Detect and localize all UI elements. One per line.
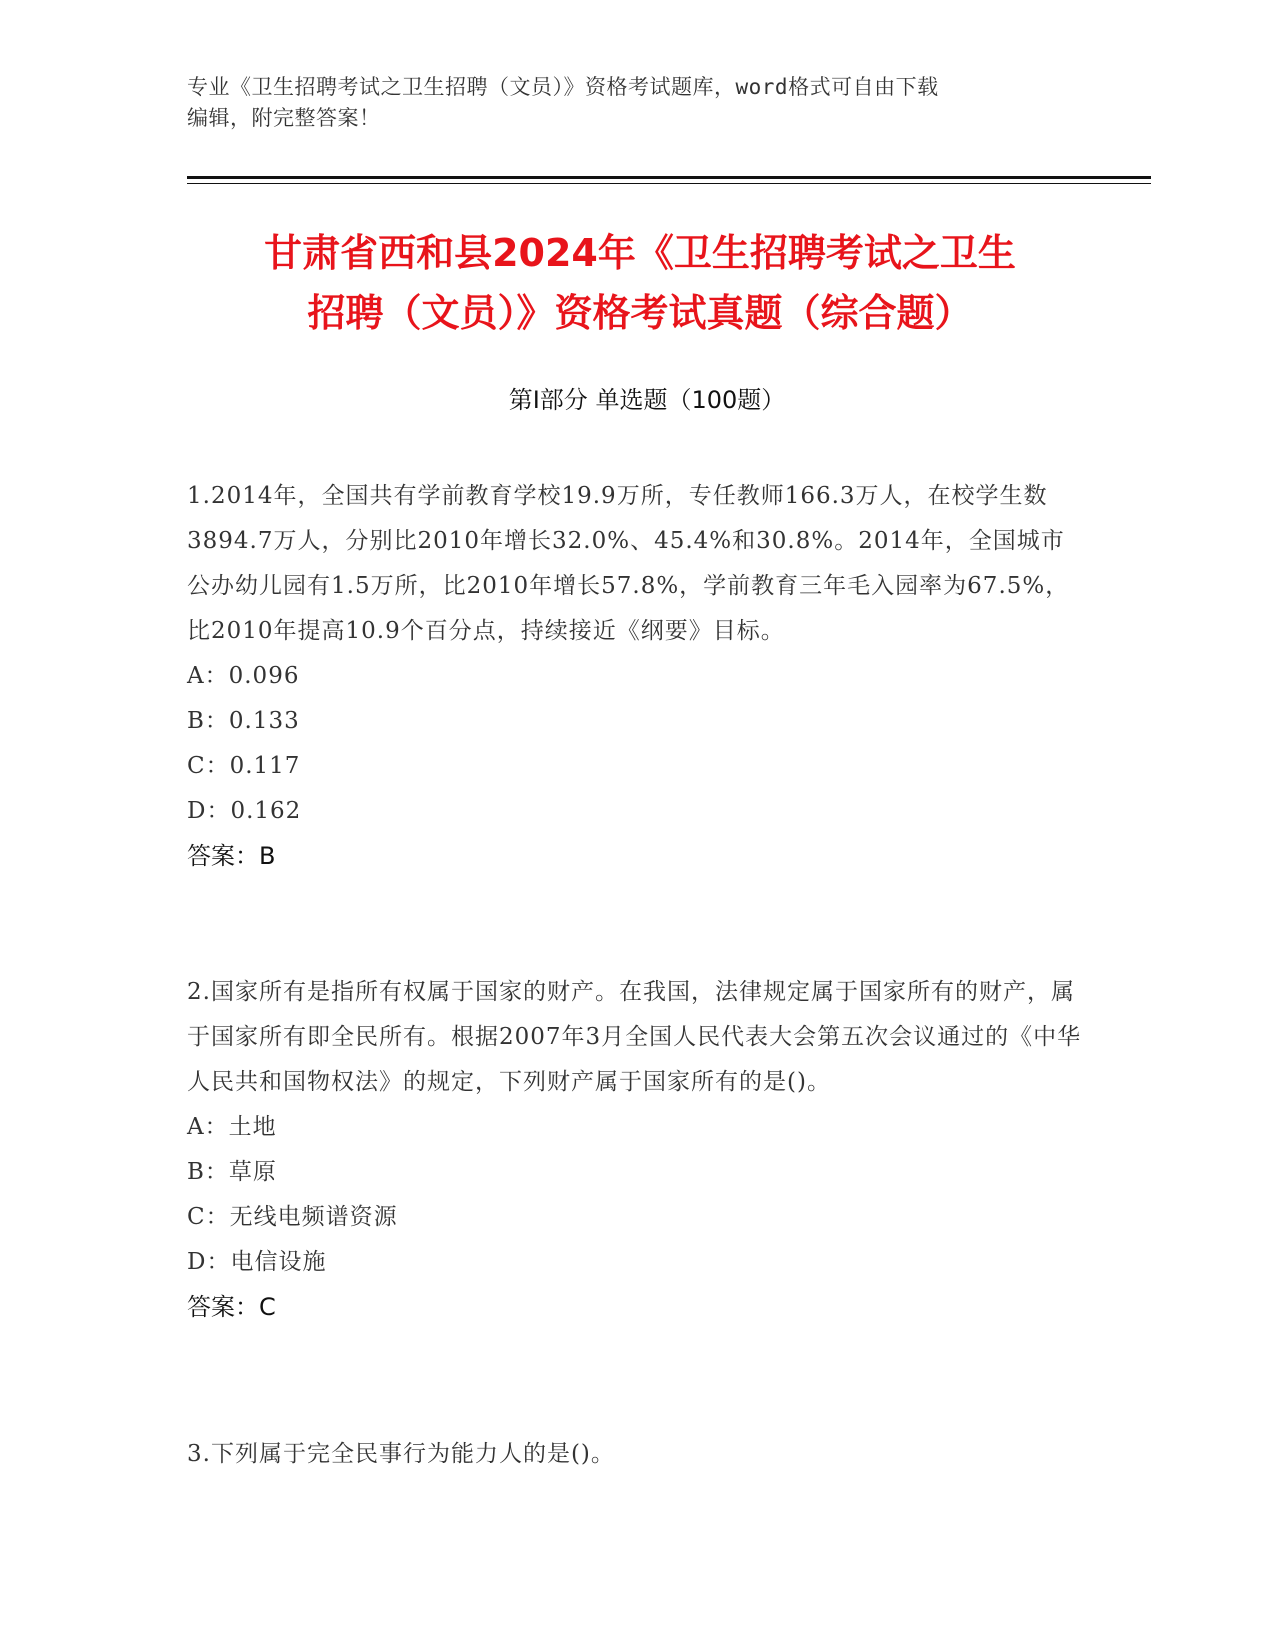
question-stem: 2.国家所有是指所有权属于国家的财产。在我国，法律规定属于国家所有的财产，属于国家所有即全民所有。根据2007年3月全国人民代表大会第五次会议通过的《中华人民共和国物权法》的规定，下列财产属于国家所有的是()。 bbox=[187, 979, 1082, 1095]
option-d: D：0.162 bbox=[187, 798, 302, 824]
document-title-line1: 甘肃省西和县2024年《卫生招聘考试之卫生 bbox=[264, 231, 1016, 275]
header-divider-thick bbox=[187, 176, 1151, 179]
option-a: A：0.096 bbox=[187, 663, 300, 689]
document-title bbox=[170, 223, 1110, 343]
question-3 bbox=[187, 1432, 1087, 1477]
answer-label: 答案：C bbox=[187, 1293, 276, 1321]
question-1 bbox=[187, 474, 1087, 879]
question-2 bbox=[187, 970, 1087, 1330]
header-note-line1: 专业《卫生招聘考试之卫生招聘（文员）》资格考试题库，word格式可自由下载 bbox=[187, 75, 939, 99]
answer-label: 答案：B bbox=[187, 842, 276, 870]
question-stem: 3.下列属于完全民事行为能力人的是()。 bbox=[187, 1441, 615, 1467]
option-b: B：草原 bbox=[187, 1159, 277, 1185]
document-title-line2: 招聘（文员）》资格考试真题（综合题） bbox=[307, 291, 973, 335]
option-c: C：无线电频谱资源 bbox=[187, 1204, 398, 1230]
option-c: C：0.117 bbox=[187, 753, 301, 779]
question-stem: 1.2014年，全国共有学前教育学校19.9万所，专任教师166.3万人，在校学生数3894.7万人，分别比2010年增长32.0%、45.4%和30.8%。2014年，全国城市公办幼儿园有1.5万所，比2010年增长57.8%，学前教育三年毛入园率为67.5%，比2010年提高10.9个百分点，持续接近《纲要》目标。 bbox=[187, 483, 1070, 644]
header-note-line2: 编辑，附完整答案！ bbox=[187, 106, 381, 130]
section-title: 第Ⅰ部分 单选题（100题） bbox=[508, 386, 786, 414]
option-d: D：电信设施 bbox=[187, 1249, 327, 1275]
header-note bbox=[187, 72, 1067, 134]
option-b: B：0.133 bbox=[187, 708, 300, 734]
option-a: A：土地 bbox=[187, 1114, 277, 1140]
header-divider-thin bbox=[187, 183, 1151, 184]
